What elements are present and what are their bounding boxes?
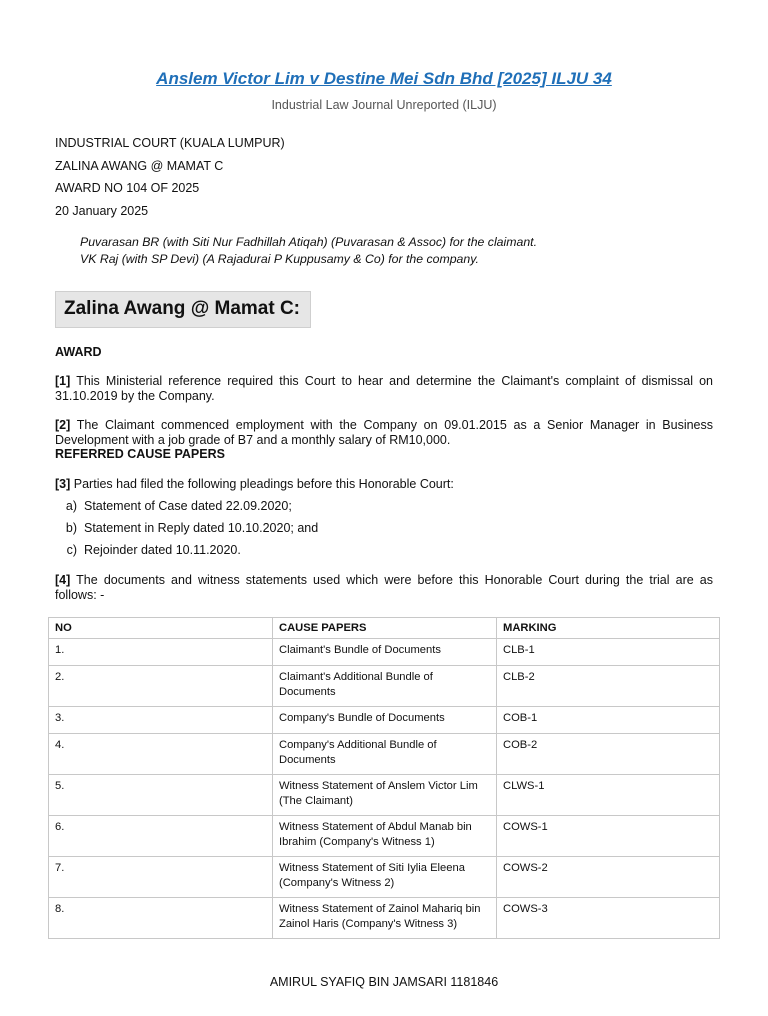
- cell-cause-paper: Claimant's Additional Bundle of Documents: [273, 666, 497, 707]
- list-item: [57, 499, 457, 515]
- paragraph-text: Parties had filed the following pleadings before this Honorable Court:: [73, 477, 454, 491]
- cell-cause-paper: Witness Statement of Siti Iylia Eleena (Company's Witness 2): [273, 857, 497, 898]
- cell-cause-paper: Witness Statement of Zainol Mahariq bin Zainol Haris (Company's Witness 3): [273, 898, 497, 939]
- cell-no: 1.: [49, 639, 273, 666]
- award-date: 20 January 2025: [55, 204, 149, 218]
- counsel-claimant: Puvarasan BR (with Siti Nur Fadhillah Atiqah) (Puvarasan & Assoc) for the claimant.: [80, 235, 537, 249]
- list-text: Rejoinder dated 10.11.2020.: [84, 543, 241, 557]
- judge-heading-box: Zalina Awang @ Mamat C:: [55, 291, 311, 328]
- cell-marking: COWS-2: [497, 857, 720, 898]
- cell-no: 6.: [49, 816, 273, 857]
- table-row: [49, 666, 720, 707]
- cell-marking: CLWS-1: [497, 775, 720, 816]
- paragraph-1: [55, 374, 713, 404]
- court-name: INDUSTRIAL COURT (KUALA LUMPUR): [55, 136, 285, 150]
- cell-cause-paper: Witness Statement of Anslem Victor Lim (The Claimant): [273, 775, 497, 816]
- cell-marking: COB-1: [497, 707, 720, 734]
- cell-no: 5.: [49, 775, 273, 816]
- cell-no: 3.: [49, 707, 273, 734]
- cell-marking: CLB-2: [497, 666, 720, 707]
- paragraph-number: [3]: [55, 477, 71, 491]
- paragraph-text: This Ministerial reference required this Court to hear and determine the Claimant's complaint of dismissal on 31.10.2019 by the Company.: [55, 374, 714, 403]
- cell-marking: COWS-3: [497, 898, 720, 939]
- paragraph-number: [4]: [55, 573, 71, 587]
- column-header: CAUSE PAPERS: [273, 618, 497, 639]
- cell-cause-paper: Claimant's Bundle of Documents: [273, 639, 497, 666]
- column-header: MARKING: [497, 618, 720, 639]
- list-marker: c): [66, 543, 77, 557]
- case-title-link[interactable]: Anslem Victor Lim v Destine Mei Sdn Bhd [2025] ILJU 34: [156, 69, 612, 88]
- referred-cause-papers-heading: REFERRED CAUSE PAPERS: [55, 447, 225, 461]
- cell-no: 7.: [49, 857, 273, 898]
- table-row: [49, 707, 720, 734]
- cell-no: 8.: [49, 898, 273, 939]
- list-text: Statement of Case dated 22.09.2020;: [84, 499, 292, 513]
- cell-no: 4.: [49, 734, 273, 775]
- cell-cause-paper: Company's Additional Bundle of Documents: [273, 734, 497, 775]
- table-header-row: [49, 618, 720, 639]
- paragraph-3: [55, 477, 713, 492]
- cell-cause-paper: Witness Statement of Abdul Manab bin Ibrahim (Company's Witness 1): [273, 816, 497, 857]
- page-footer: AMIRUL SYAFIQ BIN JAMSARI 1181846: [269, 975, 499, 989]
- list-item: [57, 543, 457, 559]
- table-row: [49, 734, 720, 775]
- award-number: AWARD NO 104 OF 2025: [55, 181, 200, 195]
- cell-marking: COB-2: [497, 734, 720, 775]
- paragraph-4: [55, 573, 713, 603]
- paragraph-2: [55, 418, 713, 448]
- journal-name: Industrial Law Journal Unreported (ILJU): [271, 98, 497, 112]
- paragraph-text: The documents and witness statements used which were before this Honorable Court during the trial are as follows: -: [55, 573, 714, 602]
- cell-marking: CLB-1: [497, 639, 720, 666]
- paragraph-text: The Claimant commenced employment with the Company on 09.01.2015 as a Senior Manager in Business Development with a job grade of B7 and a monthly salary of RM10,000.: [55, 418, 714, 447]
- judge-name: ZALINA AWANG @ MAMAT C: [55, 159, 224, 173]
- column-header: NO: [49, 618, 273, 639]
- paragraph-number: [1]: [55, 374, 71, 388]
- table-row: [49, 775, 720, 816]
- table-row: [49, 898, 720, 939]
- table-row: [49, 857, 720, 898]
- paragraph-number: [2]: [55, 418, 71, 432]
- table-row: [49, 639, 720, 666]
- cell-cause-paper: Company's Bundle of Documents: [273, 707, 497, 734]
- list-text: Statement in Reply dated 10.10.2020; and: [84, 521, 319, 535]
- list-marker: b): [65, 521, 77, 535]
- cell-no: 2.: [49, 666, 273, 707]
- award-heading: AWARD: [55, 345, 102, 359]
- list-item: [57, 521, 457, 537]
- counsel-company: VK Raj (with SP Devi) (A Rajadurai P Kuppusamy & Co) for the company.: [80, 252, 479, 266]
- table-row: [49, 816, 720, 857]
- list-marker: a): [65, 499, 77, 513]
- cause-papers-table: [48, 617, 720, 939]
- cell-marking: COWS-1: [497, 816, 720, 857]
